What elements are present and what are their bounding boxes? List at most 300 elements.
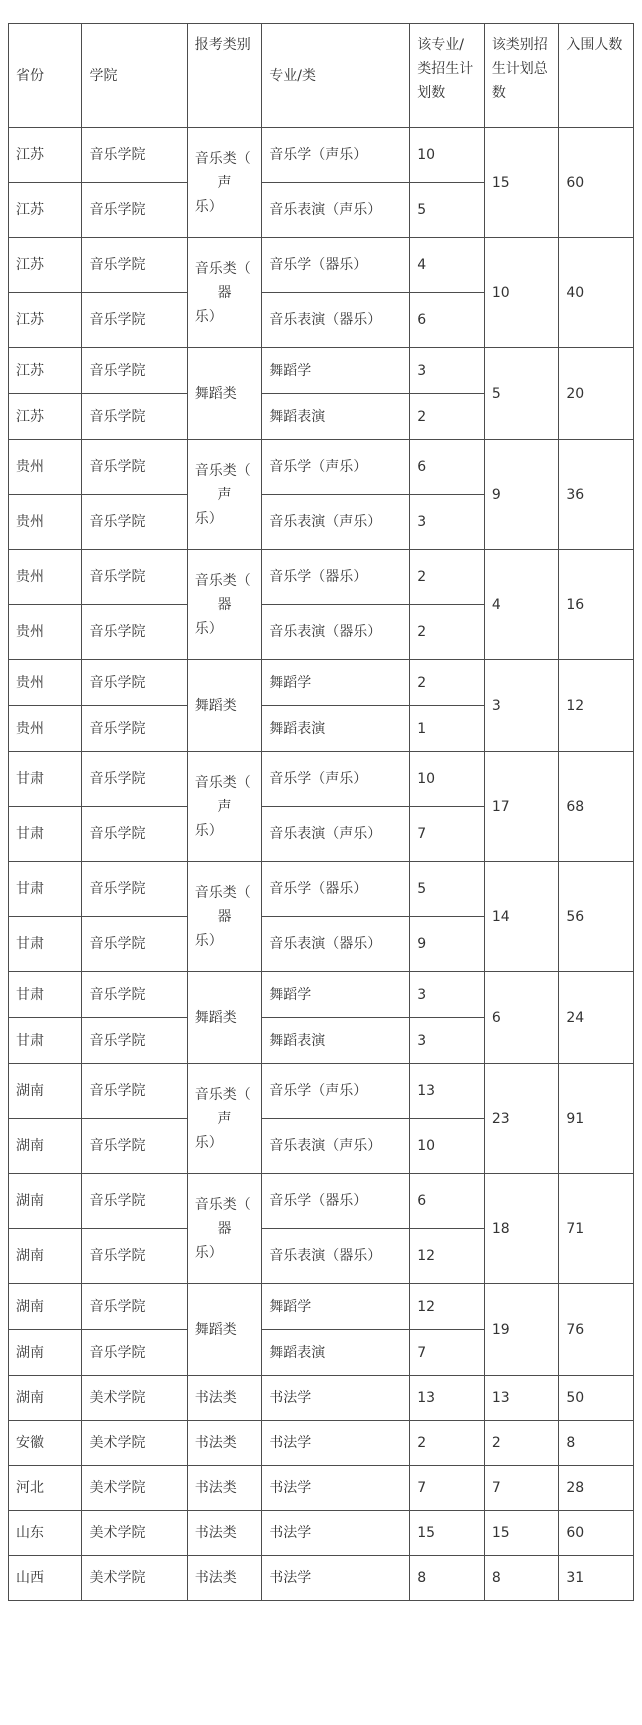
shortlisted-cell-text: 56 (566, 908, 585, 925)
province-cell-text: 山西 (16, 1570, 44, 1586)
plan-cell (410, 238, 485, 293)
major-cell (262, 1421, 410, 1466)
table-row (9, 972, 634, 1018)
plan-cell (410, 807, 485, 862)
province-cell-text: 湖南 (16, 1083, 44, 1099)
major-cell (262, 1556, 410, 1601)
category-total-cell-text: 6 (491, 1009, 501, 1026)
plan-cell (410, 862, 485, 917)
province-cell (9, 1466, 82, 1511)
major-cell-text: 音乐学（器乐） (269, 1193, 368, 1209)
college-cell (82, 293, 187, 348)
major-cell-text: 音乐学（声乐） (269, 771, 368, 787)
college-cell-text: 音乐学院 (89, 1298, 146, 1315)
shortlisted-cell (559, 440, 634, 550)
major-cell (262, 1018, 410, 1064)
major-cell-text: 音乐表演（声乐） (269, 514, 382, 530)
shortlisted-cell-text: 12 (566, 697, 585, 714)
category-total-cell-text: 14 (491, 908, 510, 925)
province-cell (9, 1174, 82, 1229)
college-cell-text: 音乐学院 (89, 674, 146, 691)
major-cell (262, 238, 410, 293)
plan-cell-text: 7 (417, 826, 427, 842)
major-cell (262, 1284, 410, 1330)
category-total-cell (484, 1556, 559, 1601)
shortlisted-cell-text: 20 (566, 385, 585, 402)
major-cell (262, 1229, 410, 1284)
college-cell-text: 音乐学院 (89, 936, 146, 952)
shortlisted-cell (559, 752, 634, 862)
province-cell (9, 1421, 82, 1466)
plan-cell-text: 7 (417, 1480, 427, 1496)
major-cell (262, 660, 410, 706)
category-cell (187, 1284, 262, 1376)
plan-cell-text: 8 (417, 1570, 427, 1586)
shortlisted-cell (559, 972, 634, 1064)
category-cell (187, 862, 262, 972)
college-cell-text: 美术学院 (89, 1480, 146, 1496)
major-cell-text: 舞蹈学 (269, 362, 312, 379)
plan-cell (410, 1511, 485, 1556)
college-cell (82, 862, 187, 917)
major-cell (262, 972, 410, 1018)
province-cell (9, 128, 82, 183)
major-cell-text: 舞蹈表演 (269, 720, 326, 737)
table-body (9, 128, 634, 1601)
college-cell (82, 348, 187, 394)
college-cell (82, 1556, 187, 1601)
college-cell (82, 394, 187, 440)
college-cell-text: 音乐学院 (89, 202, 146, 218)
province-cell (9, 1018, 82, 1064)
plan-cell-text: 13 (417, 1083, 436, 1099)
province-cell (9, 1376, 82, 1421)
major-cell-text: 音乐表演（器乐） (269, 1248, 382, 1264)
category-total-cell-text: 7 (491, 1480, 501, 1496)
plan-cell (410, 495, 485, 550)
college-cell-text: 音乐学院 (89, 312, 146, 328)
plan-cell-text: 1 (417, 720, 427, 737)
category-cell (187, 1556, 262, 1601)
category-text: 舞蹈类 (194, 697, 237, 714)
shortlisted-cell-text: 68 (566, 798, 585, 815)
plan-cell (410, 1064, 485, 1119)
header-cell: 该专业/类招生计划数 (410, 24, 485, 128)
category-cell (187, 1376, 262, 1421)
category-text: 书法类 (194, 1525, 237, 1541)
plan-cell-text: 6 (417, 312, 427, 328)
major-cell-text: 舞蹈表演 (269, 1032, 326, 1049)
shortlisted-cell (559, 862, 634, 972)
major-cell (262, 293, 410, 348)
table-row (9, 862, 634, 917)
table-row (9, 1376, 634, 1421)
category-text: 音乐类（ 器 乐） (194, 260, 251, 325)
table-row (9, 1064, 634, 1119)
college-cell-text: 音乐学院 (89, 362, 146, 379)
category-total-cell-text: 23 (491, 1110, 510, 1127)
major-cell-text: 音乐学（声乐） (269, 147, 368, 163)
category-cell (187, 1064, 262, 1174)
category-cell (187, 1466, 262, 1511)
plan-cell-text: 6 (417, 1193, 427, 1209)
table-row (9, 440, 634, 495)
table-row (9, 348, 634, 394)
college-cell-text: 音乐学院 (89, 881, 146, 897)
plan-cell-text: 7 (417, 1344, 427, 1361)
plan-cell (410, 752, 485, 807)
header-row (9, 24, 634, 128)
plan-cell-text: 2 (417, 569, 427, 585)
province-cell-text: 贵州 (16, 569, 44, 585)
header-cell: 报考类别 (187, 24, 262, 128)
shortlisted-cell-text: 36 (566, 486, 585, 503)
province-cell-text: 甘肃 (16, 936, 44, 952)
major-cell (262, 1466, 410, 1511)
college-cell (82, 238, 187, 293)
category-total-cell (484, 1064, 559, 1174)
province-cell-text: 江苏 (16, 362, 44, 379)
table-row (9, 1421, 634, 1466)
category-total-cell (484, 972, 559, 1064)
category-total-cell (484, 752, 559, 862)
category-total-cell (484, 238, 559, 348)
table-row (9, 550, 634, 605)
header-cell: 学院 (82, 24, 187, 128)
province-cell-text: 山东 (16, 1525, 44, 1541)
college-cell (82, 440, 187, 495)
plan-cell (410, 1421, 485, 1466)
province-cell (9, 550, 82, 605)
shortlisted-cell-text: 71 (566, 1220, 585, 1237)
shortlisted-cell (559, 1421, 634, 1466)
plan-cell-text: 2 (417, 624, 427, 640)
category-total-cell-text: 2 (491, 1435, 501, 1451)
major-cell (262, 1376, 410, 1421)
province-cell-text: 河北 (16, 1480, 44, 1496)
category-total-cell (484, 348, 559, 440)
plan-cell (410, 1466, 485, 1511)
shortlisted-cell-text: 40 (566, 284, 585, 301)
category-cell (187, 348, 262, 440)
province-cell-text: 湖南 (16, 1298, 44, 1315)
plan-cell-text: 3 (417, 362, 427, 379)
header-cell: 该类别招生计划总数 (484, 24, 559, 128)
plan-cell (410, 440, 485, 495)
plan-cell-text: 4 (417, 257, 427, 273)
college-cell-text: 美术学院 (89, 1570, 146, 1586)
college-cell-text: 音乐学院 (89, 1344, 146, 1361)
college-cell-text: 音乐学院 (89, 1248, 146, 1264)
province-cell-text: 甘肃 (16, 881, 44, 897)
category-text: 书法类 (194, 1435, 237, 1451)
plan-cell (410, 128, 485, 183)
shortlisted-cell (559, 660, 634, 752)
major-cell-text: 音乐学（器乐） (269, 257, 368, 273)
shortlisted-cell (559, 1376, 634, 1421)
province-cell-text: 安徽 (16, 1435, 44, 1451)
college-cell-text: 音乐学院 (89, 1083, 146, 1099)
college-cell (82, 1284, 187, 1330)
college-cell (82, 917, 187, 972)
college-cell (82, 495, 187, 550)
college-cell (82, 1018, 187, 1064)
plan-cell-text: 3 (417, 986, 427, 1003)
college-cell (82, 1511, 187, 1556)
college-cell-text: 音乐学院 (89, 826, 146, 842)
shortlisted-cell (559, 1064, 634, 1174)
province-cell-text: 江苏 (16, 202, 44, 218)
province-cell-text: 贵州 (16, 514, 44, 530)
college-cell-text: 音乐学院 (89, 514, 146, 530)
major-cell-text: 舞蹈学 (269, 1298, 312, 1315)
shortlisted-cell-text: 16 (566, 596, 585, 613)
major-cell-text: 音乐学（器乐） (269, 881, 368, 897)
major-cell-text: 舞蹈表演 (269, 408, 326, 425)
major-cell (262, 605, 410, 660)
shortlisted-cell (559, 1174, 634, 1284)
province-cell-text: 甘肃 (16, 986, 44, 1003)
category-cell (187, 128, 262, 238)
province-cell-text: 江苏 (16, 312, 44, 328)
plan-cell (410, 660, 485, 706)
category-text: 书法类 (194, 1390, 237, 1406)
category-text: 音乐类（ 器 乐） (194, 572, 251, 637)
major-cell (262, 348, 410, 394)
major-cell (262, 394, 410, 440)
major-cell-text: 音乐学（器乐） (269, 569, 368, 585)
college-cell-text: 音乐学院 (89, 459, 146, 475)
table-row (9, 752, 634, 807)
college-cell (82, 752, 187, 807)
category-total-cell-text: 10 (491, 284, 510, 301)
province-cell (9, 238, 82, 293)
category-total-cell (484, 660, 559, 752)
category-text: 舞蹈类 (194, 1321, 237, 1338)
plan-cell-text: 12 (417, 1298, 436, 1315)
plan-cell (410, 550, 485, 605)
plan-cell (410, 1229, 485, 1284)
province-cell-text: 贵州 (16, 720, 44, 737)
table-row (9, 660, 634, 706)
plan-cell-text: 10 (417, 147, 436, 163)
major-cell-text: 书法学 (269, 1480, 312, 1496)
table-row (9, 1174, 634, 1229)
category-total-cell (484, 1466, 559, 1511)
major-cell (262, 807, 410, 862)
province-cell-text: 湖南 (16, 1138, 44, 1154)
plan-cell-text: 3 (417, 1032, 427, 1049)
province-cell (9, 605, 82, 660)
major-cell-text: 音乐学（声乐） (269, 459, 368, 475)
major-cell (262, 440, 410, 495)
shortlisted-cell-text: 8 (566, 1435, 576, 1451)
province-cell-text: 贵州 (16, 674, 44, 691)
category-text: 书法类 (194, 1570, 237, 1586)
admission-table (8, 23, 634, 1601)
shortlisted-cell-text: 60 (566, 174, 585, 191)
category-total-cell (484, 1284, 559, 1376)
major-cell (262, 550, 410, 605)
major-cell (262, 706, 410, 752)
plan-cell (410, 1556, 485, 1601)
major-cell (262, 128, 410, 183)
province-cell (9, 293, 82, 348)
major-cell-text: 舞蹈表演 (269, 1344, 326, 1361)
table-row (9, 238, 634, 293)
category-total-cell (484, 1376, 559, 1421)
plan-cell (410, 917, 485, 972)
category-total-cell-text: 18 (491, 1220, 510, 1237)
category-text: 音乐类（ 器 乐） (194, 884, 251, 949)
province-cell-text: 甘肃 (16, 826, 44, 842)
category-total-cell (484, 550, 559, 660)
college-cell-text: 音乐学院 (89, 257, 146, 273)
category-total-cell-text: 5 (491, 385, 501, 402)
plan-cell-text: 2 (417, 408, 427, 425)
major-cell (262, 1064, 410, 1119)
province-cell (9, 660, 82, 706)
category-total-cell-text: 9 (491, 486, 501, 503)
province-cell-text: 湖南 (16, 1344, 44, 1361)
table-row (9, 1556, 634, 1601)
province-cell (9, 752, 82, 807)
category-cell (187, 550, 262, 660)
category-total-cell-text: 15 (491, 174, 510, 191)
major-cell (262, 862, 410, 917)
shortlisted-cell (559, 1284, 634, 1376)
category-text: 音乐类（ 声 乐） (194, 774, 251, 839)
province-cell-text: 贵州 (16, 624, 44, 640)
plan-cell (410, 348, 485, 394)
province-cell (9, 1229, 82, 1284)
province-cell (9, 1511, 82, 1556)
category-total-cell-text: 19 (491, 1321, 510, 1338)
category-total-cell (484, 1511, 559, 1556)
category-text: 舞蹈类 (194, 385, 237, 402)
college-cell-text: 音乐学院 (89, 408, 146, 425)
province-cell (9, 917, 82, 972)
major-cell-text: 书法学 (269, 1525, 312, 1541)
category-total-cell (484, 862, 559, 972)
college-cell-text: 音乐学院 (89, 1193, 146, 1209)
category-cell (187, 660, 262, 752)
major-cell-text: 音乐表演（器乐） (269, 624, 382, 640)
category-total-cell-text: 3 (491, 697, 501, 714)
category-text: 音乐类（ 声 乐） (194, 150, 251, 215)
category-total-cell-text: 17 (491, 798, 510, 815)
major-cell-text: 音乐学（声乐） (269, 1083, 368, 1099)
major-cell (262, 495, 410, 550)
major-cell (262, 1511, 410, 1556)
category-total-cell-text: 8 (491, 1570, 501, 1586)
shortlisted-cell-text: 31 (566, 1570, 585, 1586)
plan-cell (410, 1284, 485, 1330)
college-cell (82, 1466, 187, 1511)
province-cell (9, 1330, 82, 1376)
major-cell (262, 752, 410, 807)
province-cell (9, 1064, 82, 1119)
college-cell (82, 660, 187, 706)
shortlisted-cell-text: 60 (566, 1525, 585, 1541)
college-cell (82, 1421, 187, 1466)
college-cell (82, 1330, 187, 1376)
college-cell (82, 605, 187, 660)
plan-cell (410, 1119, 485, 1174)
plan-cell (410, 605, 485, 660)
shortlisted-cell (559, 348, 634, 440)
college-cell-text: 美术学院 (89, 1390, 146, 1406)
category-text: 音乐类（ 声 乐） (194, 462, 251, 527)
category-cell (187, 238, 262, 348)
plan-cell-text: 3 (417, 514, 427, 530)
shortlisted-cell-text: 28 (566, 1480, 585, 1496)
college-cell-text: 音乐学院 (89, 1032, 146, 1049)
college-cell (82, 1376, 187, 1421)
plan-cell (410, 972, 485, 1018)
college-cell-text: 音乐学院 (89, 147, 146, 163)
shortlisted-cell-text: 24 (566, 1009, 585, 1026)
plan-cell (410, 706, 485, 752)
table-row (9, 1511, 634, 1556)
province-cell-text: 江苏 (16, 147, 44, 163)
header-cell: 专业/类 (262, 24, 410, 128)
college-cell (82, 128, 187, 183)
province-cell (9, 183, 82, 238)
category-total-cell (484, 440, 559, 550)
province-cell (9, 394, 82, 440)
category-total-cell (484, 128, 559, 238)
major-cell-text: 书法学 (269, 1435, 312, 1451)
header-cell: 入围人数 (559, 24, 634, 128)
plan-cell-text: 9 (417, 936, 427, 952)
category-total-cell-text: 4 (491, 596, 501, 613)
plan-cell-text: 5 (417, 881, 427, 897)
shortlisted-cell-text: 50 (566, 1390, 585, 1406)
plan-cell (410, 1174, 485, 1229)
major-cell-text: 舞蹈学 (269, 674, 312, 691)
college-cell-text: 音乐学院 (89, 720, 146, 737)
province-cell (9, 1556, 82, 1601)
category-total-cell (484, 1421, 559, 1466)
plan-cell-text: 10 (417, 771, 436, 787)
table-row (9, 128, 634, 183)
province-cell (9, 972, 82, 1018)
category-total-cell-text: 15 (491, 1525, 510, 1541)
plan-cell-text: 10 (417, 1138, 436, 1154)
major-cell-text: 音乐表演（声乐） (269, 1138, 382, 1154)
plan-cell (410, 1376, 485, 1421)
plan-cell-text: 2 (417, 1435, 427, 1451)
shortlisted-cell-text: 91 (566, 1110, 585, 1127)
category-text: 书法类 (194, 1480, 237, 1496)
province-cell (9, 440, 82, 495)
major-cell (262, 917, 410, 972)
plan-cell-text: 12 (417, 1248, 436, 1264)
province-cell (9, 1284, 82, 1330)
shortlisted-cell (559, 1466, 634, 1511)
category-cell (187, 752, 262, 862)
shortlisted-cell (559, 1556, 634, 1601)
college-cell (82, 1229, 187, 1284)
province-cell (9, 495, 82, 550)
college-cell (82, 706, 187, 752)
province-cell (9, 1119, 82, 1174)
shortlisted-cell (559, 550, 634, 660)
college-cell-text: 美术学院 (89, 1435, 146, 1451)
college-cell (82, 1119, 187, 1174)
category-text: 舞蹈类 (194, 1009, 237, 1026)
